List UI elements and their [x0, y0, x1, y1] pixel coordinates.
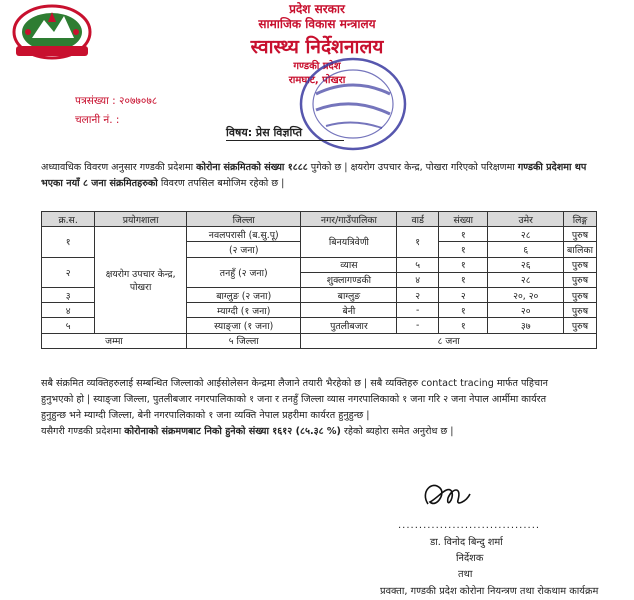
- cell-district: बाग्लुङ (२ जना): [187, 287, 301, 302]
- cell-ward: -: [397, 303, 439, 318]
- cell-total-count: ८ जना: [301, 333, 597, 348]
- cell-count: १: [439, 303, 488, 318]
- cell-age: २६: [488, 257, 564, 272]
- cell-ward: १: [397, 227, 439, 257]
- signature-dots: ..................................: [398, 520, 541, 531]
- handwritten-signature: [418, 478, 474, 512]
- closing-line-4: [41, 424, 607, 440]
- col-gender: लिङ्ग: [564, 212, 597, 227]
- cell-sn: २: [42, 257, 95, 287]
- cell-sn: १: [42, 227, 95, 257]
- cell-district: (२ जना): [187, 242, 301, 257]
- col-count: संख्या: [439, 212, 488, 227]
- recovery-count: कोरोनाको संक्रमणबाट निको हुनेको संख्या १६१२ (८५.३८ %): [124, 426, 341, 437]
- office-stamp: [296, 54, 410, 154]
- cell-gender: पुरुष: [564, 257, 597, 272]
- cell-gender: पुरुष: [564, 272, 597, 287]
- col-district: जिल्ला: [187, 212, 301, 227]
- cell-district: नवलपरासी (ब.सु.पू): [187, 227, 301, 242]
- cell-palika: बाग्लुङ: [301, 287, 397, 302]
- cell-count: २: [439, 287, 488, 302]
- cell-palika: व्यास: [301, 257, 397, 272]
- cell-count: १: [439, 272, 488, 287]
- table-row: [42, 227, 597, 242]
- cell-count: १: [439, 318, 488, 333]
- cell-palika: बेनी: [301, 303, 397, 318]
- cell-count: १: [439, 227, 488, 242]
- cell-age: २८: [488, 227, 564, 242]
- cases-table: [41, 211, 597, 349]
- cell-palika: शुक्लागण्डकी: [301, 272, 397, 287]
- col-lab: प्रयोगशाला: [95, 212, 187, 227]
- cell-ward: ५: [397, 257, 439, 272]
- cell-district: तनहुँ (२ जना): [187, 257, 301, 287]
- intro-bold-1: कोरोना संक्रमितको संख्या १८८८: [196, 162, 308, 173]
- cell-count: १: [439, 242, 488, 257]
- cell-age: २८: [488, 272, 564, 287]
- dispatch-number: चलानी नं. :: [75, 114, 120, 126]
- closing-line-3: हुनुहुन्छ भने म्याग्दी जिल्ला, बेनी नगरपालिकाको १ जना व्यक्ति नेपाल प्रहरीमा कार्यरत हुनुहुन्छ |: [41, 410, 370, 421]
- reference-number: पत्रसंख्या : २०७७०७८: [75, 95, 158, 107]
- col-ward: वार्ड: [397, 212, 439, 227]
- signatory-role: प्रवक्ता, गण्डकी प्रदेश कोरोना नियन्त्रण तथा रोकथाम कार्यक्रम: [380, 586, 599, 597]
- cell-palika: पुतलीबजार: [301, 318, 397, 333]
- intro-text-1: अध्यावधिक विवरण अनुसार गण्डकी प्रदेशमा: [41, 162, 197, 173]
- cell-district: म्याग्दी (१ जना): [187, 303, 301, 318]
- signatory-and: तथा: [458, 569, 473, 580]
- closing-line-2: हुनुभएको हो | स्याङ्जा जिल्ला, पुतलीबजार नगरपालिकाको १ जना र तनहुँ जिल्ला व्यास नगरपालिकाको १ जना गरि २ जना नेपाल आर्मीमा कार्यरत: [41, 394, 547, 405]
- cell-gender: बालिका: [564, 242, 597, 257]
- cell-age: ३७: [488, 318, 564, 333]
- cell-age: ६: [488, 242, 564, 257]
- intro-paragraph: [41, 160, 607, 192]
- closing-text-2: रहेको ब्यहोरा समेत अनुरोध छ |: [340, 426, 454, 437]
- intro-text-3: विवरण तपसिल बमोजिम रहेको छ |: [157, 178, 285, 189]
- header-address: रामघाट, पोखरा: [288, 75, 346, 86]
- table-header-row: [42, 212, 597, 227]
- cell-sn: ५: [42, 318, 95, 333]
- cell-lab: क्षयरोग उपचार केन्द्र, पोखरा: [95, 227, 187, 333]
- cell-total-label: जम्मा: [42, 333, 187, 348]
- intro-bold-2: गण्डकी प्रदेशमा थप भएका नयाँ ८ जना संक्रमितहरुको: [41, 162, 587, 189]
- closing-line-1: सबै संक्रमित व्यक्तिहरुलाई सम्बन्धित जिल्लाको आईसोलेसन केन्द्रमा लैजाने तयारी भैरहेको छ | सबै व्यक्तिहरु contact tracing मार्फत पहिचान: [41, 378, 548, 389]
- header-province-government: प्रदेश सरकार: [289, 2, 345, 16]
- signatory-title: निर्देशक: [456, 553, 484, 564]
- cell-age: २०, २०: [488, 287, 564, 302]
- header-directorate: स्वास्थ्य निर्देशनालय: [250, 36, 384, 58]
- cell-gender: पुरुष: [564, 318, 597, 333]
- cell-gender: पुरुष: [564, 287, 597, 302]
- cell-ward: ४: [397, 272, 439, 287]
- header-ministry: सामाजिक विकास मन्त्रालय: [258, 17, 376, 31]
- subject-line: विषय: प्रेस विज्ञप्ति: [226, 126, 302, 139]
- header-province-name: गण्डकी प्रदेश: [293, 61, 341, 72]
- cell-sn: ३: [42, 287, 95, 302]
- cell-ward: -: [397, 318, 439, 333]
- cell-ward: २: [397, 287, 439, 302]
- table-total-row: [42, 333, 597, 348]
- subject-underline: [226, 140, 344, 141]
- col-palika: नगर/गाउँपालिका: [301, 212, 397, 227]
- intro-text-2: पुगेको छ | क्षयरोग उपचार केन्द्र, पोखरा गरिएको परिक्षणमा: [307, 162, 518, 173]
- cell-total-district: ५ जिल्ला: [187, 333, 301, 348]
- cell-age: २०: [488, 303, 564, 318]
- cell-palika: बिनयत्रिवेणी: [301, 227, 397, 257]
- cell-gender: पुरुष: [564, 227, 597, 242]
- col-age: उमेर: [488, 212, 564, 227]
- cell-sn: ४: [42, 303, 95, 318]
- cell-district: स्याङ्जा (१ जना): [187, 318, 301, 333]
- signatory-name: डा. विनोद बिन्दु शर्मा: [430, 537, 503, 548]
- closing-text: यसैगरी गण्डकी प्रदेशमा: [41, 426, 125, 437]
- closing-paragraph: [41, 376, 607, 440]
- col-sn: क्र.स.: [42, 212, 95, 227]
- cell-count: १: [439, 257, 488, 272]
- cell-gender: पुरुष: [564, 303, 597, 318]
